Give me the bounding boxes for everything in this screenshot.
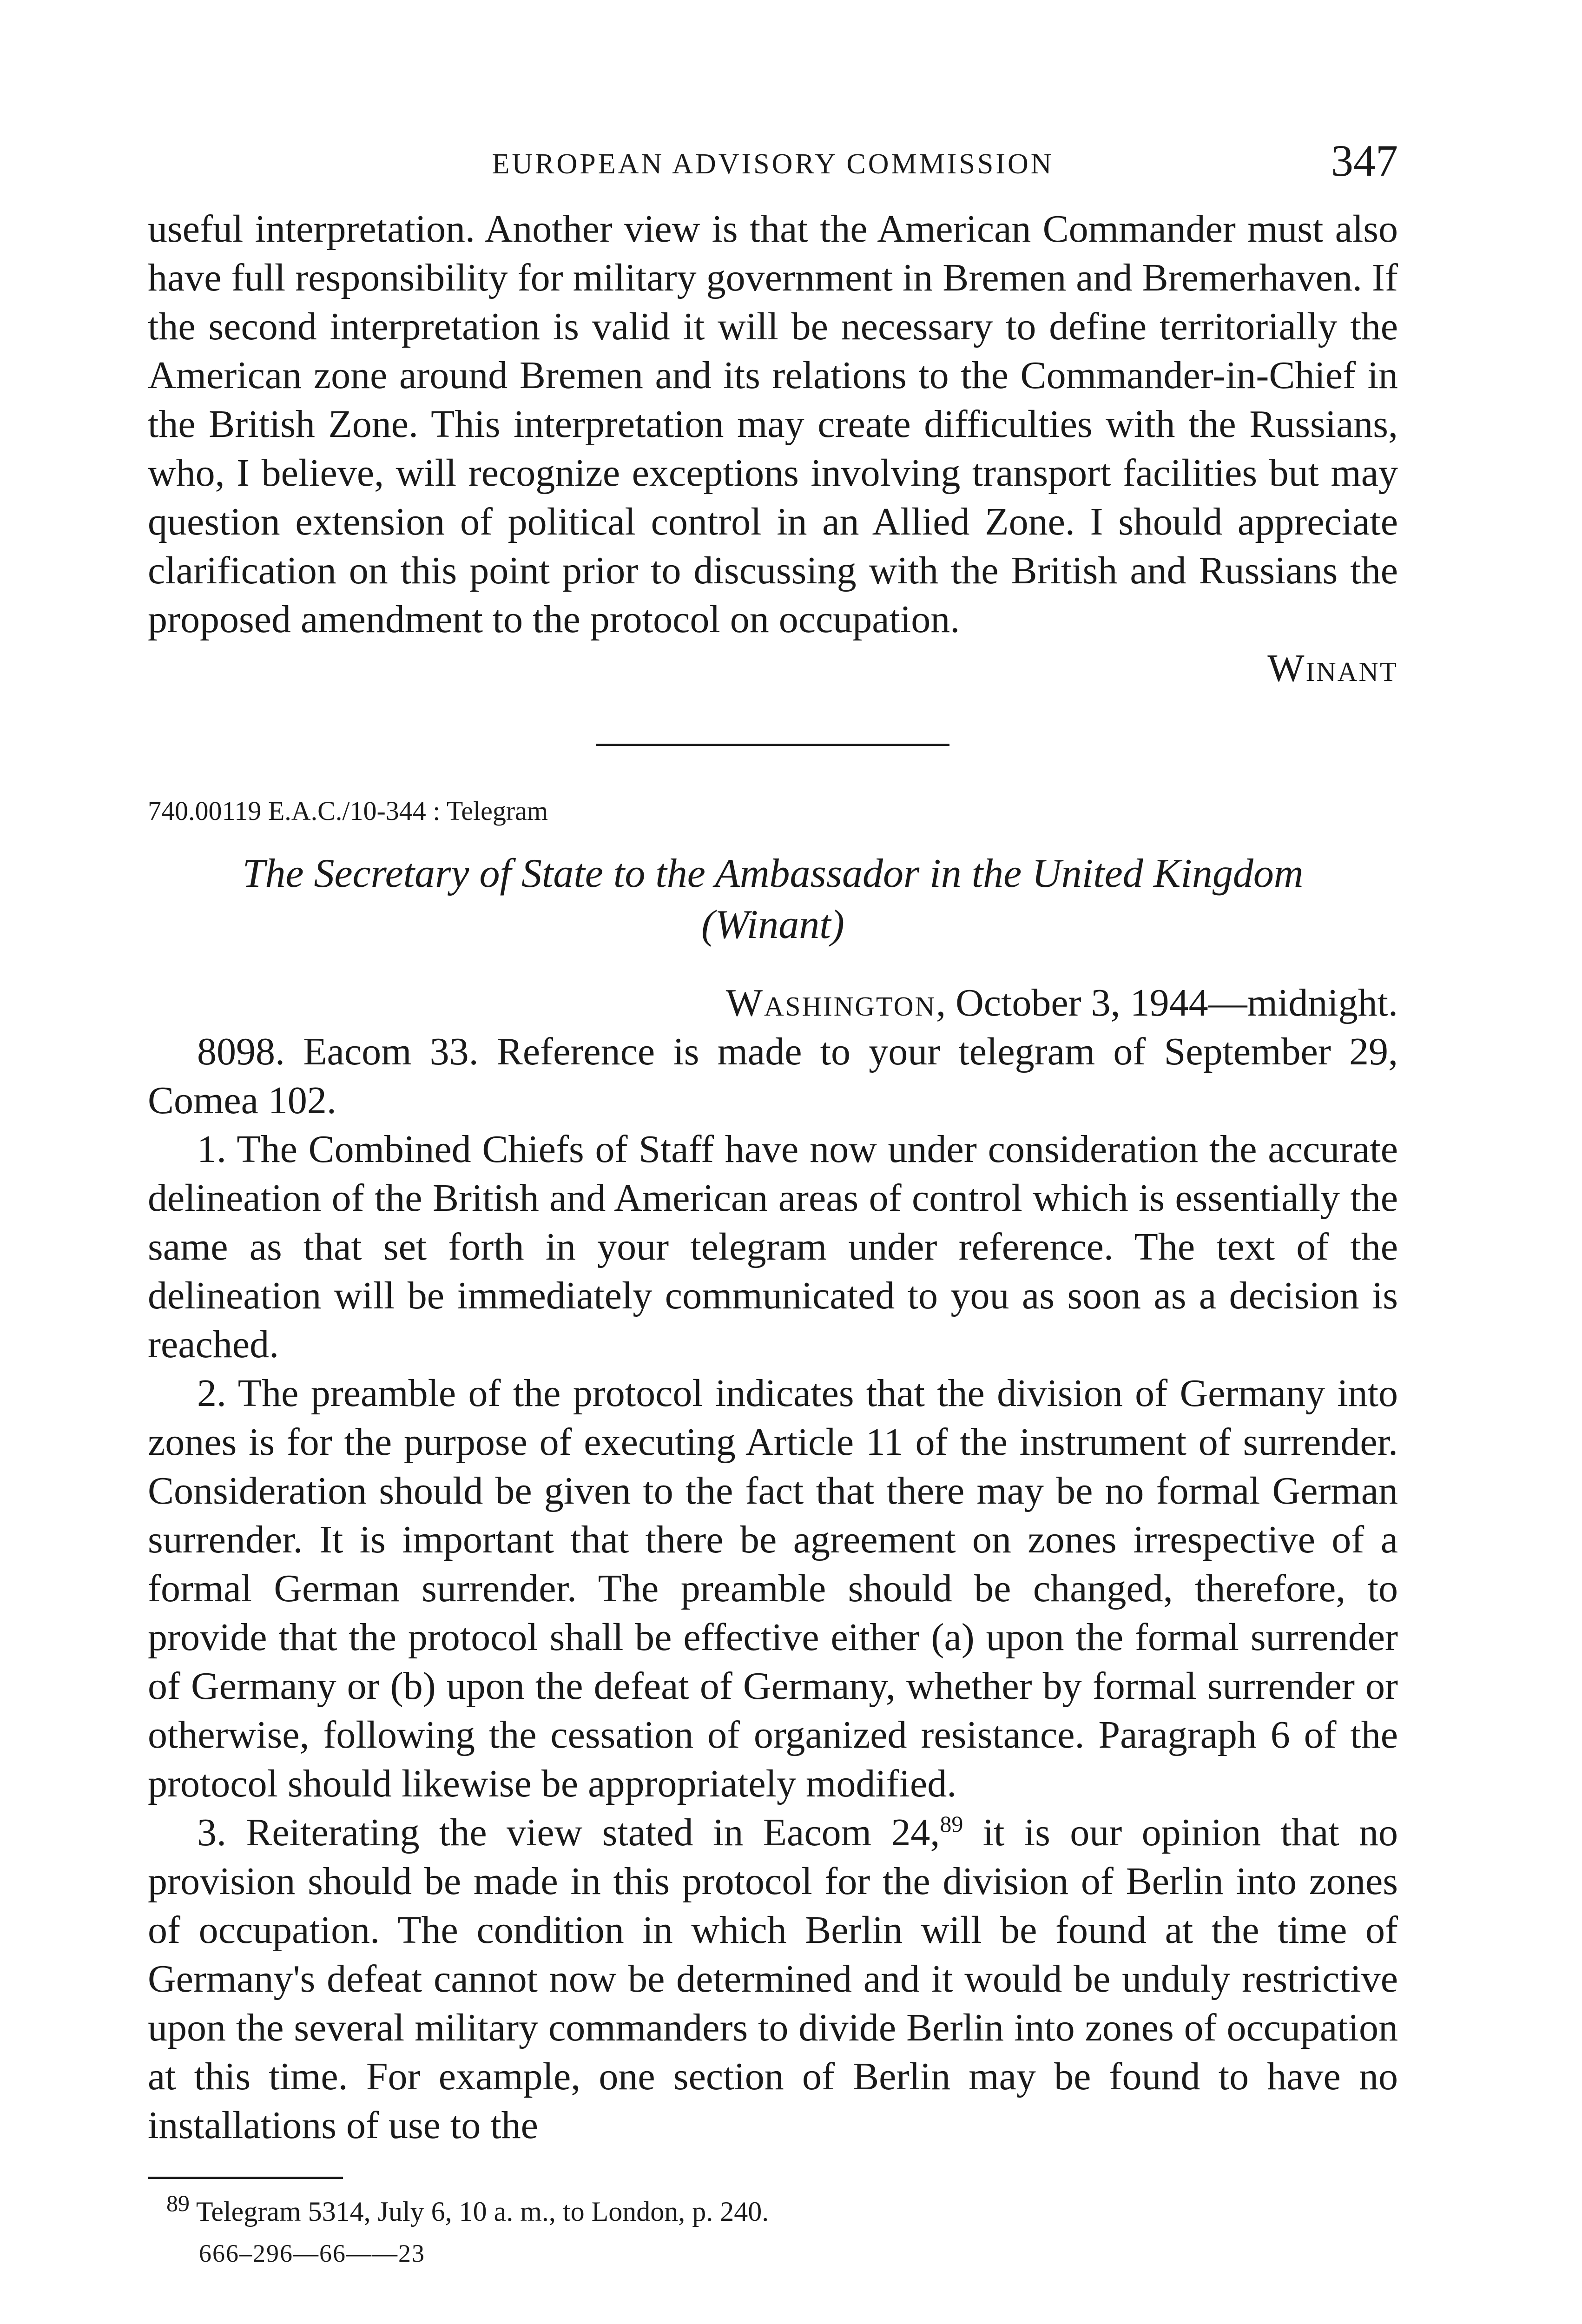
- footnote: [166, 2190, 1398, 2230]
- footnote-reference: 89: [940, 1811, 963, 1837]
- footnote-text: Telegram 5314, July 6, 10 a. m., to London, p. 240.: [196, 2196, 769, 2227]
- footnote-divider: [148, 2177, 343, 2179]
- section-divider: [596, 744, 949, 746]
- body-paragraph: [148, 1808, 1398, 2150]
- document-page: [148, 135, 1398, 2272]
- footnote-marker: 89: [166, 2190, 190, 2216]
- body-paragraph: 1. The Combined Chiefs of Staff have now under consideration the accurate delineation of the British and American areas of control which is essentially the same as that set forth in your telegram under reference. The text of the delineation will be immediately communicated to you as soon as a decision is reached.: [148, 1128, 1398, 1366]
- document-title: [148, 848, 1398, 951]
- page-header: [148, 135, 1398, 205]
- document-title-line: The Secretary of State to the Ambassador in the United Kingdom: [242, 851, 1304, 896]
- dateline-date: , October 3, 1944—midnight.: [936, 981, 1398, 1024]
- dateline: [148, 978, 1398, 1027]
- running-head: EUROPEAN ADVISORY COMMISSION: [492, 148, 1054, 180]
- dateline-place: Washington: [725, 981, 936, 1024]
- body-paragraph: 8098. Eacom 33. Reference is made to your telegram of September 29, Comea 102.: [148, 1030, 1398, 1122]
- signature: Winant: [1267, 647, 1398, 690]
- body-paragraph: 2. The preamble of the protocol indicates that the division of Germany into zones is for the purpose of executing Article 11 of the instrument of surrender. Consideration should be given to the fact that there may be no formal German surrender. It is important that there be agreement on zones irrespective of a formal German surrender. The preamble should be changed, therefore, to provide that the protocol shall be effective either (a) upon the formal surrender of Germany or (b) upon the defeat of Germany, whether by formal surrender or otherwise, following the cessation of organized resistance. Paragraph 6 of the protocol should likewise be appropriately modified.: [148, 1372, 1398, 1805]
- file-reference: 740.00119 E.A.C./10-344 : Telegram: [148, 796, 548, 826]
- document-title-line: (Winant): [701, 902, 844, 947]
- continuation-paragraph: useful interpretation. Another view is that the American Commander must also have full responsibility for military government in Bremen and Bremerhaven. If the second interpretation is valid it will be necessary to define territorially the American zone around Bremen and its relations to the Commander-in-Chief in the British Zone. This interpretation may create difficulties with the Russians, who, I believe, will recognize exceptions involving transport facilities but may question extension of political control in an Allied Zone. I should appreciate clarification on this point prior to discussing with the British and Russians the proposed amendment to the protocol on occupation.: [148, 207, 1398, 641]
- page-number: 347: [1331, 136, 1398, 185]
- printer-mark: 666–296—66——23: [199, 2239, 425, 2267]
- body-text: 3. Reiterating the view stated in Eacom 24,: [197, 1811, 940, 1854]
- body-text: it is our opinion that no provision should be made in this protocol for the division of Berlin into zones of occupation. The condition in which Berlin will be found at the time of Germany's defeat cannot now be determined and it would be unduly restrictive upon the several military commanders to divide Berlin into zones of occupation at this time. For example, one section of Berlin may be found to have no installations of use to the: [148, 1811, 1398, 2147]
